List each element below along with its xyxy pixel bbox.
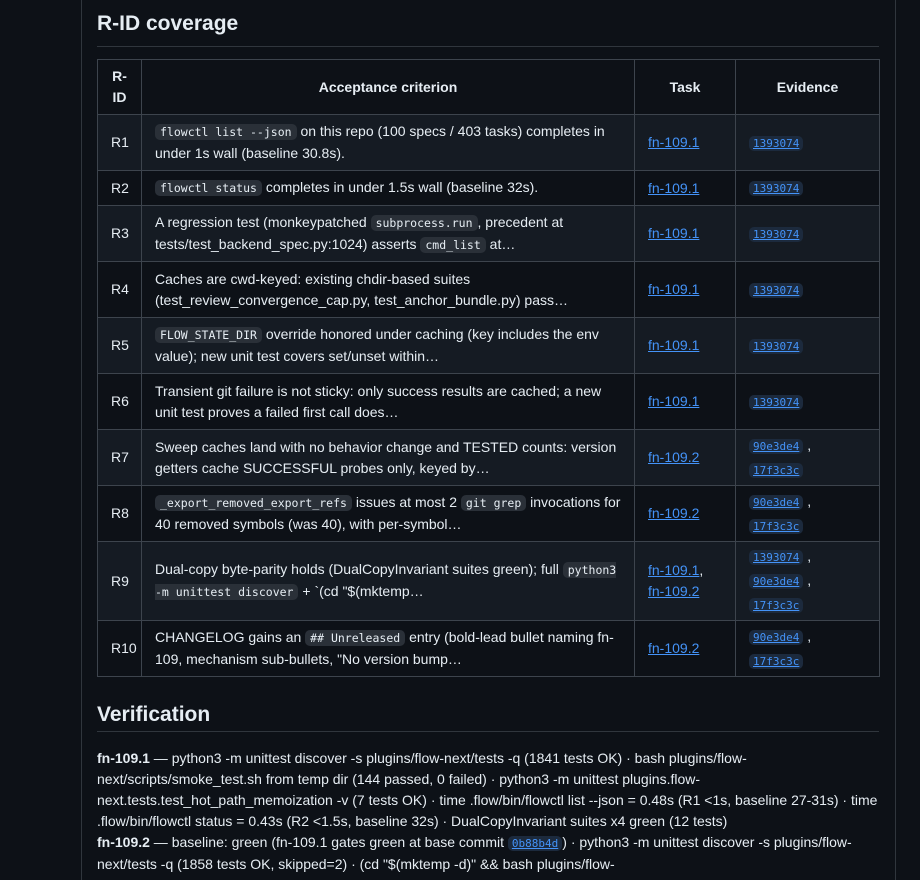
criterion-cell: [142, 486, 635, 542]
criterion-text: override honored under caching (key includes the env value); new unit test covers set/unset within…: [155, 326, 599, 364]
verification-text: — python3 -m unittest discover -s plugins/flow-next/tests -q (1841 tests OK) · bash plugins/flow-next/scripts/smoke_test.sh from temp dir (144 passed, 0 failed) · python3 -m unittest plugins.flow-next.tests.test_hot_path_memoization -v (7 tests OK) · time .flow/bin/flowctl list --json = 0.48s (R1 <1s, baseline 27-31s) · time .flow/bin/flowctl status = 0.43s (R2 <1.5s, baseline 32s) · DualCopyInvariant suites x4 green (12 tests): [97, 750, 878, 829]
criterion-text: at…: [485, 235, 516, 252]
task-id-label: fn-109.1: [97, 750, 150, 766]
commit-link[interactable]: 1393074: [749, 227, 803, 242]
task-line: [648, 223, 722, 244]
evidence-cell: [736, 621, 880, 677]
inline-code: flowctl status: [155, 180, 262, 196]
table-row: [98, 621, 880, 677]
inline-code: FLOW_STATE_DIR: [155, 327, 262, 343]
header-evidence: Evidence: [736, 60, 880, 115]
evidence-cell: [736, 318, 880, 374]
task-cell: [635, 621, 736, 677]
rid-cell: R10: [98, 621, 142, 677]
evidence-line: [749, 625, 866, 649]
commit-link[interactable]: 1393074: [749, 339, 803, 354]
rid-cell: R4: [98, 262, 142, 318]
task-line: [648, 581, 722, 602]
task-link[interactable]: fn-109.2: [648, 583, 700, 599]
criterion-cell: [142, 171, 635, 206]
rid-cell: R3: [98, 206, 142, 262]
commit-link[interactable]: 17f3c3c: [749, 598, 803, 613]
evidence-cell: [736, 115, 880, 171]
task-cell: [635, 318, 736, 374]
task-line: [648, 132, 722, 153]
task-line: [648, 447, 722, 468]
verification-paragraph: [97, 748, 879, 875]
markdown-body: [97, 0, 879, 875]
evidence-cell: [736, 171, 880, 206]
task-link[interactable]: fn-109.1: [648, 337, 700, 353]
comma-separator: ,: [803, 492, 812, 509]
verification-text: — baseline: green (fn-109.1 gates green at base commit: [149, 834, 508, 850]
task-cell: [635, 486, 736, 542]
criterion-cell: [142, 318, 635, 374]
criterion-text: entry (bold-lead bullet naming fn-109, mechanism sub-bullets, "No version bump…: [155, 629, 614, 667]
evidence-cell: [736, 206, 880, 262]
criterion-text: completes in under 1.5s wall (baseline 32s).: [261, 179, 539, 195]
commit-link[interactable]: 1393074: [749, 181, 803, 196]
evidence-cell: [736, 542, 880, 621]
task-link[interactable]: fn-109.1: [648, 562, 700, 578]
evidence-cell: [736, 486, 880, 542]
evidence-line: [749, 569, 866, 593]
commit-link[interactable]: 90e3de4: [749, 439, 803, 454]
comma-separator: ,: [803, 548, 812, 564]
coverage-table-body: [98, 115, 880, 677]
comma-separator: ,: [803, 627, 812, 644]
task-cell: [635, 430, 736, 486]
task-line: [648, 279, 722, 300]
task-link[interactable]: fn-109.1: [648, 179, 700, 196]
inline-code: flowctl list --json: [155, 124, 297, 140]
criterion-text: issues at most 2: [351, 494, 461, 510]
commit-link[interactable]: 1393074: [749, 550, 803, 565]
commit-link[interactable]: 1393074: [749, 136, 803, 151]
task-link[interactable]: fn-109.1: [648, 225, 700, 241]
criterion-cell: [142, 430, 635, 486]
rid-cell: R5: [98, 318, 142, 374]
task-cell: [635, 115, 736, 171]
task-link[interactable]: fn-109.2: [648, 449, 700, 465]
criterion-text: CHANGELOG gains an: [155, 629, 306, 645]
evidence-line: [749, 545, 866, 569]
task-link[interactable]: fn-109.1: [648, 281, 700, 297]
commit-link[interactable]: 90e3de4: [749, 574, 803, 589]
rid-cell: R2: [98, 171, 142, 206]
criterion-cell: [142, 206, 635, 262]
table-row: [98, 486, 880, 542]
table-row: [98, 542, 880, 621]
task-line: [648, 335, 722, 356]
task-line: [648, 638, 722, 659]
left-border: [81, 0, 82, 880]
comma-separator: ,: [699, 562, 704, 578]
commit-link[interactable]: 0b88b4d: [508, 836, 562, 851]
criterion-cell: [142, 621, 635, 677]
table-row: [98, 206, 880, 262]
evidence-line: [749, 176, 866, 200]
table-row: [98, 430, 880, 486]
rid-coverage-heading: R-ID coverage: [97, 0, 879, 47]
task-link[interactable]: fn-109.2: [648, 505, 700, 521]
rid-cell: R9: [98, 542, 142, 621]
evidence-line: [749, 434, 866, 458]
task-link[interactable]: fn-109.2: [648, 640, 700, 656]
task-cell: [635, 171, 736, 206]
evidence-cell: [736, 430, 880, 486]
task-link[interactable]: fn-109.1: [648, 393, 700, 409]
rid-cell: R8: [98, 486, 142, 542]
inline-code: _export_removed_export_refs: [155, 495, 352, 511]
task-link[interactable]: fn-109.1: [648, 134, 700, 150]
inline-code: git grep: [461, 495, 526, 511]
criterion-text: Dual-copy byte-parity holds (DualCopyInvariant suites green); full: [155, 561, 563, 577]
evidence-cell: [736, 262, 880, 318]
task-cell: [635, 262, 736, 318]
evidence-line: [749, 334, 866, 358]
evidence-line: [749, 458, 866, 482]
task-line: [648, 178, 722, 199]
criterion-cell: [142, 374, 635, 430]
task-cell: [635, 206, 736, 262]
criterion-cell: [142, 262, 635, 318]
criterion-text: Caches are cwd-keyed: existing chdir-based suites (test_review_convergence_cap.py, test_anchor_bundle.py) pass…: [155, 270, 568, 308]
table-row: [98, 115, 880, 171]
comma-separator: ,: [803, 572, 812, 588]
criterion-cell: [142, 542, 635, 621]
inline-code: subprocess.run: [371, 215, 478, 231]
right-border: [895, 0, 896, 880]
evidence-line: [749, 649, 866, 673]
evidence-line: [749, 222, 866, 246]
criterion-text: Transient git failure is not sticky: only success results are cached; a new unit test proves a failed first call does…: [155, 382, 602, 420]
criterion-text: A regression test (monkeypatched: [155, 213, 371, 230]
criterion-cell: [142, 115, 635, 171]
criterion-text: , precedent at tests/test_backend_spec.py:1024) asserts: [155, 213, 564, 252]
commit-link[interactable]: 17f3c3c: [749, 463, 803, 478]
commit-link[interactable]: 1393074: [749, 283, 803, 298]
header-task: Task: [635, 60, 736, 115]
inline-code: cmd_list: [420, 237, 485, 253]
commit-link[interactable]: 17f3c3c: [749, 654, 803, 669]
evidence-line: [749, 390, 866, 414]
evidence-cell: [736, 374, 880, 430]
verification-section: [97, 748, 879, 875]
header-rid: R-ID: [98, 60, 142, 115]
task-cell: [635, 374, 736, 430]
task-line: [648, 560, 722, 581]
coverage-table: [97, 59, 880, 677]
commit-link[interactable]: 1393074: [749, 395, 803, 410]
inline-code: ## Unreleased: [305, 630, 405, 646]
verification-heading: Verification: [97, 701, 879, 732]
task-id-label: fn-109.2: [97, 834, 150, 850]
task-line: [648, 503, 722, 524]
evidence-line: [749, 131, 866, 155]
table-row: [98, 171, 880, 206]
comma-separator: ,: [803, 436, 812, 453]
rid-cell: R7: [98, 430, 142, 486]
evidence-line: [749, 278, 866, 302]
evidence-line: [749, 593, 866, 617]
table-row: [98, 262, 880, 318]
criterion-text: on this repo (100 specs / 403 tasks) completes in under 1s wall (baseline 30.8s).: [155, 123, 605, 161]
table-row: [98, 318, 880, 374]
header-criterion: Acceptance criterion: [142, 60, 635, 115]
evidence-line: [749, 514, 866, 538]
inline-code: python3 -m unittest discover: [155, 563, 617, 599]
commit-link[interactable]: 17f3c3c: [749, 519, 803, 534]
task-cell: [635, 542, 736, 621]
rid-cell: R6: [98, 374, 142, 430]
task-line: [648, 391, 722, 412]
table-row: [98, 374, 880, 430]
commit-link[interactable]: 90e3de4: [749, 495, 803, 510]
criterion-text: invocations for 40 removed symbols (was 40), with per-symbol…: [155, 494, 621, 532]
criterion-text: + `(cd "$(mktemp…: [298, 583, 424, 599]
table-header-row: [98, 60, 880, 115]
commit-link[interactable]: 90e3de4: [749, 630, 803, 645]
verification-text: ) · python3 -m unittest discover -s plugins/flow-next/tests -q (1858 tests OK, skipped=2) · (cd "$(mktemp -d)" && bash plugins/flow-: [97, 834, 852, 872]
criterion-text: Sweep caches land with no behavior change and TESTED counts: version getters cache SUCCESSFUL probes only, keyed by…: [155, 438, 617, 476]
rid-cell: R1: [98, 115, 142, 171]
evidence-line: [749, 490, 866, 514]
